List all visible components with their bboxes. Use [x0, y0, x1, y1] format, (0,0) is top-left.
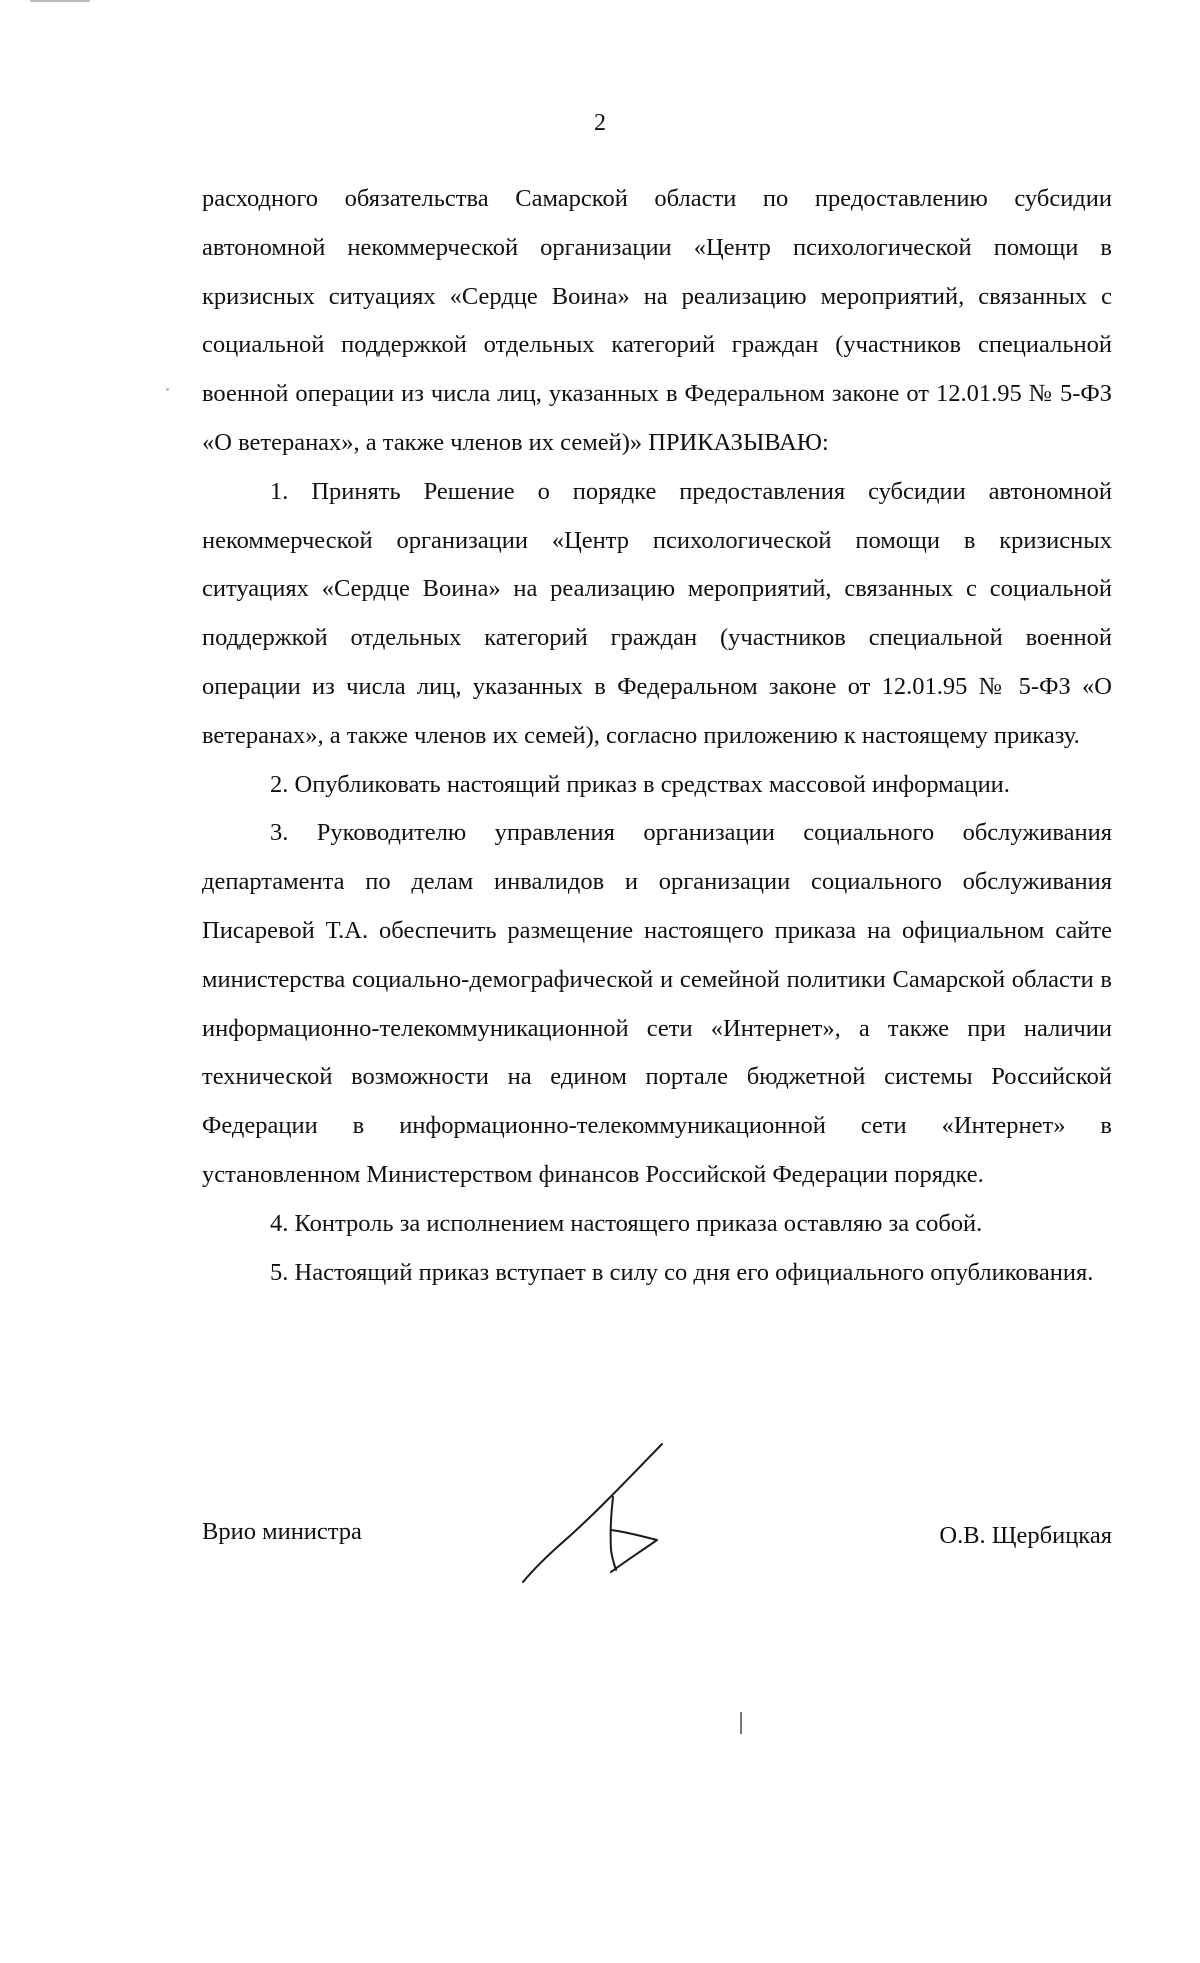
order-item-2: 2. Опубликовать настоящий приказ в средствах массовой информации.	[270, 770, 1010, 798]
signatory-position: Врио министра	[202, 1518, 362, 1545]
order-item-4: 4. Контроль за исполнением настоящего приказа оставляю за собой.	[270, 1209, 983, 1237]
page-number: 2	[594, 110, 606, 136]
document-body	[202, 175, 1112, 1297]
order-item-5: 5. Настоящий приказ вступает в силу со дня его официального опубликования.	[270, 1258, 1094, 1286]
order-item-3: 3. Руководителю управления организации социального обслуживания департамента по делам инвалидов и организации социального обслуживания Писаревой Т.А. обеспечить размещение настоящего приказа на официальном сайте министерства социально-демографической и семейной политики Самарской области в информационно-телекоммуникационной сети «Интернет», а также при наличии технической возможности на едином портале бюджетной системы Российской Федерации в информационно-телекоммуникационной сети «Интернет» в установленном Министерством финансов Российской Федерации порядке.	[202, 819, 1112, 1188]
order-item-1: 1. Принять Решение о порядке предоставления субсидии автономной некоммерческой организации «Центр психологической помощи в кризисных ситуациях «Сердце Воина» на реализацию мероприятий, связанных с социальной поддержкой отдельных категорий граждан (участников специальной военной операции из числа лиц, указанных в Федеральном законе от 12.01.95 № 5-ФЗ «О ветеранах», а также членов их семей), согласно приложению к настоящему приказу.	[202, 477, 1112, 749]
intro-paragraph: расходного обязательства Самарской области по предоставлению субсидии автономной некоммерческой организации «Центр психологической помощи в кризисных ситуациях «Сердце Воина» на реализацию мероприятий, связанных с социальной поддержкой отдельных категорий граждан (участников специальной военной операции из числа лиц, указанных в Федеральном законе от 12.01.95 № 5-ФЗ «О ветеранах», а также членов их семей)» ПРИКАЗЫВАЮ:	[202, 185, 1112, 456]
signature-block	[202, 1508, 1112, 1568]
scan-artifact-dot	[166, 388, 169, 391]
signatory-name: О.В. Щербицкая	[939, 1522, 1112, 1549]
scan-artifact-dot	[30, 0, 90, 2]
scan-artifact	[740, 1712, 742, 1734]
